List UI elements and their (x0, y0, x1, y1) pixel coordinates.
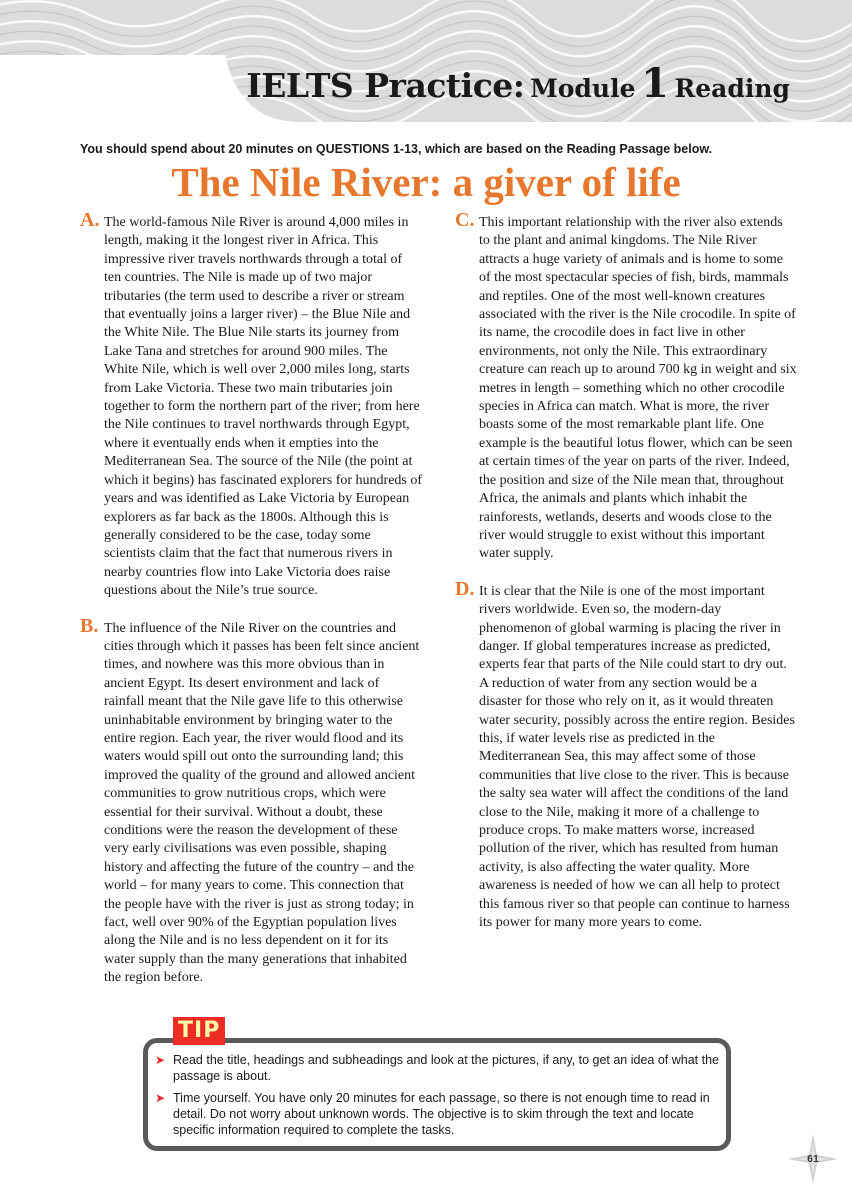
tip-item-text: Time yourself. You have only 20 minutes for each passage, so there is not enough time to read in detail. Do not worry about unknown words. The objective is to skim through the text and locate specific information required to complete the tasks. (173, 1091, 710, 1137)
paragraph-a-letter: A. (80, 209, 100, 231)
page-number: 61 (807, 1153, 819, 1165)
right-column (455, 209, 797, 932)
paragraph-d-letter: D. (455, 577, 475, 600)
paragraph-c-text: This important relationship with the river also extends to the plant and animal kingdoms. The Nile River attracts a huge variety of animals and is home to some of the most spectacular species of fish, birds, mammals and reptiles. One of the most well-known creatures associated with the river is the Nile crocodile. In spite of its name, the crocodile does in fact live in other environments, not only the Nile. This extraordinary creature can reach up to around 700 kg in weight and six metres in length – something which no other crocodile species in Africa can match. What is more, the river boasts some of the most remarkable plant life. One example is the beautiful lotus flower, which can be seen at certain times of the year on parts of the river. Indeed, the position and size of the Nile mean that, throughout Africa, the animals and plants which inhabit the rainforests, wetlands, deserts and woods close to the river would struggle to exist without this important water supply. (479, 215, 797, 562)
left-column (80, 209, 423, 988)
header-title-number: 1 (641, 60, 669, 107)
tip-item-text: Read the title, headings and subheadings and look at the pictures, if any, to get an idea of what the passage is about. (173, 1053, 719, 1083)
tip-list (155, 1052, 725, 1144)
tip-label: TIP (173, 1017, 225, 1045)
paragraph-d (455, 577, 797, 933)
header-title-main: IELTS Practice: (246, 66, 525, 105)
paragraph-c (455, 209, 797, 564)
arrow-bullet-icon: ➤ (155, 1091, 166, 1105)
header-title-module: Module (530, 74, 636, 103)
paragraph-a-text: The world-famous Nile River is around 4,000 miles in length, making it the longest river in Africa. This impressive river travels northwards through a total of ten countries. The Nile is made up of two major tributaries (the term used to describe a river or stream that eventually joins a larger river) – the Blue Nile and the White Nile. The Blue Nile starts its journey from Lake Tana and stretches for around 900 miles. The White Nile, which is well over 2,000 miles long, starts from Lake Victoria. These two main tributaries join together to form the northern part of the river; from here the Nile continues to travel northwards through Egypt, where it eventually ends when it empties into the Mediterranean Sea. The source of the Nile (the point at which it begins) has fascinated explorers for hundreds of years and was identified as Lake Victoria by European explorers as far back as the 1800s. Although this is generally considered to be the case, today some scientists claim that the fact that numerous rivers in nearby countries flow into Lake Victoria does raise questions about the Nile’s true source. (104, 215, 423, 599)
paragraph-c-letter: C. (455, 209, 475, 231)
tip-item (155, 1090, 725, 1138)
paragraph-d-text: It is clear that the Nile is one of the most important rivers worldwide. Even so, the modern-day phenomenon of global warming is placing the river in danger. If global temperatures increase as predicted, experts fear that parts of the Nile could start to dry out. A reduction of water from any section would be a disaster for those who rely on it, as it would threaten water security, possibly across the entire region. Besides this, if water levels rise as predicted in the Mediterranean Sea, this may affect some of those communities that live close to the river. This is because the salty sea water will affect the conditions of the land close to the Nile, making it more of a challenge to produce crops. To make matters worse, increased pollution of the river, which has resulted from human activity, is also affecting the water quality. More awareness is needed of how we can all help to protect this famous river so that people can continue to harness its power for many more years to come. (479, 583, 795, 931)
instruction-text: You should spend about 20 minutes on QUESTIONS 1-13, which are based on the Reading Passage below. (80, 142, 713, 156)
page-header-title (246, 60, 790, 107)
paragraph-b-text: The influence of the Nile River on the countries and cities through which it passes has been felt since ancient times, and nowhere was this more obvious than in ancient Egypt. Its desert environment and lack of rainfall meant that the Nile gave life to this otherwise uninhabitable environment by bringing water to the entire region. Each year, the river would flood and its waters would spill out onto the surrounding land; this improved the quality of the ground and allowed ancient communities to grow nutritious crops, which were essential for their survival. Without a doubt, these conditions were the reason the development of these very early civilisations was even possible, shaping history and affecting the future of the country – and the world – for many years to come. This connection that the people have with the river is just as strong today; in fact, well over 90% of the Egyptian population lives along the Nile and is no less dependent on it for its water supply than the many generations that inhabited the region before. (104, 620, 420, 986)
passage-title: The Nile River: a giver of life (171, 159, 681, 205)
paragraph-a (80, 209, 423, 601)
tip-item (155, 1052, 725, 1084)
paragraph-b (80, 614, 422, 988)
paragraph-b-letter: B. (80, 614, 99, 637)
arrow-bullet-icon: ➤ (155, 1053, 166, 1067)
header-title-reading: Reading (674, 74, 790, 103)
